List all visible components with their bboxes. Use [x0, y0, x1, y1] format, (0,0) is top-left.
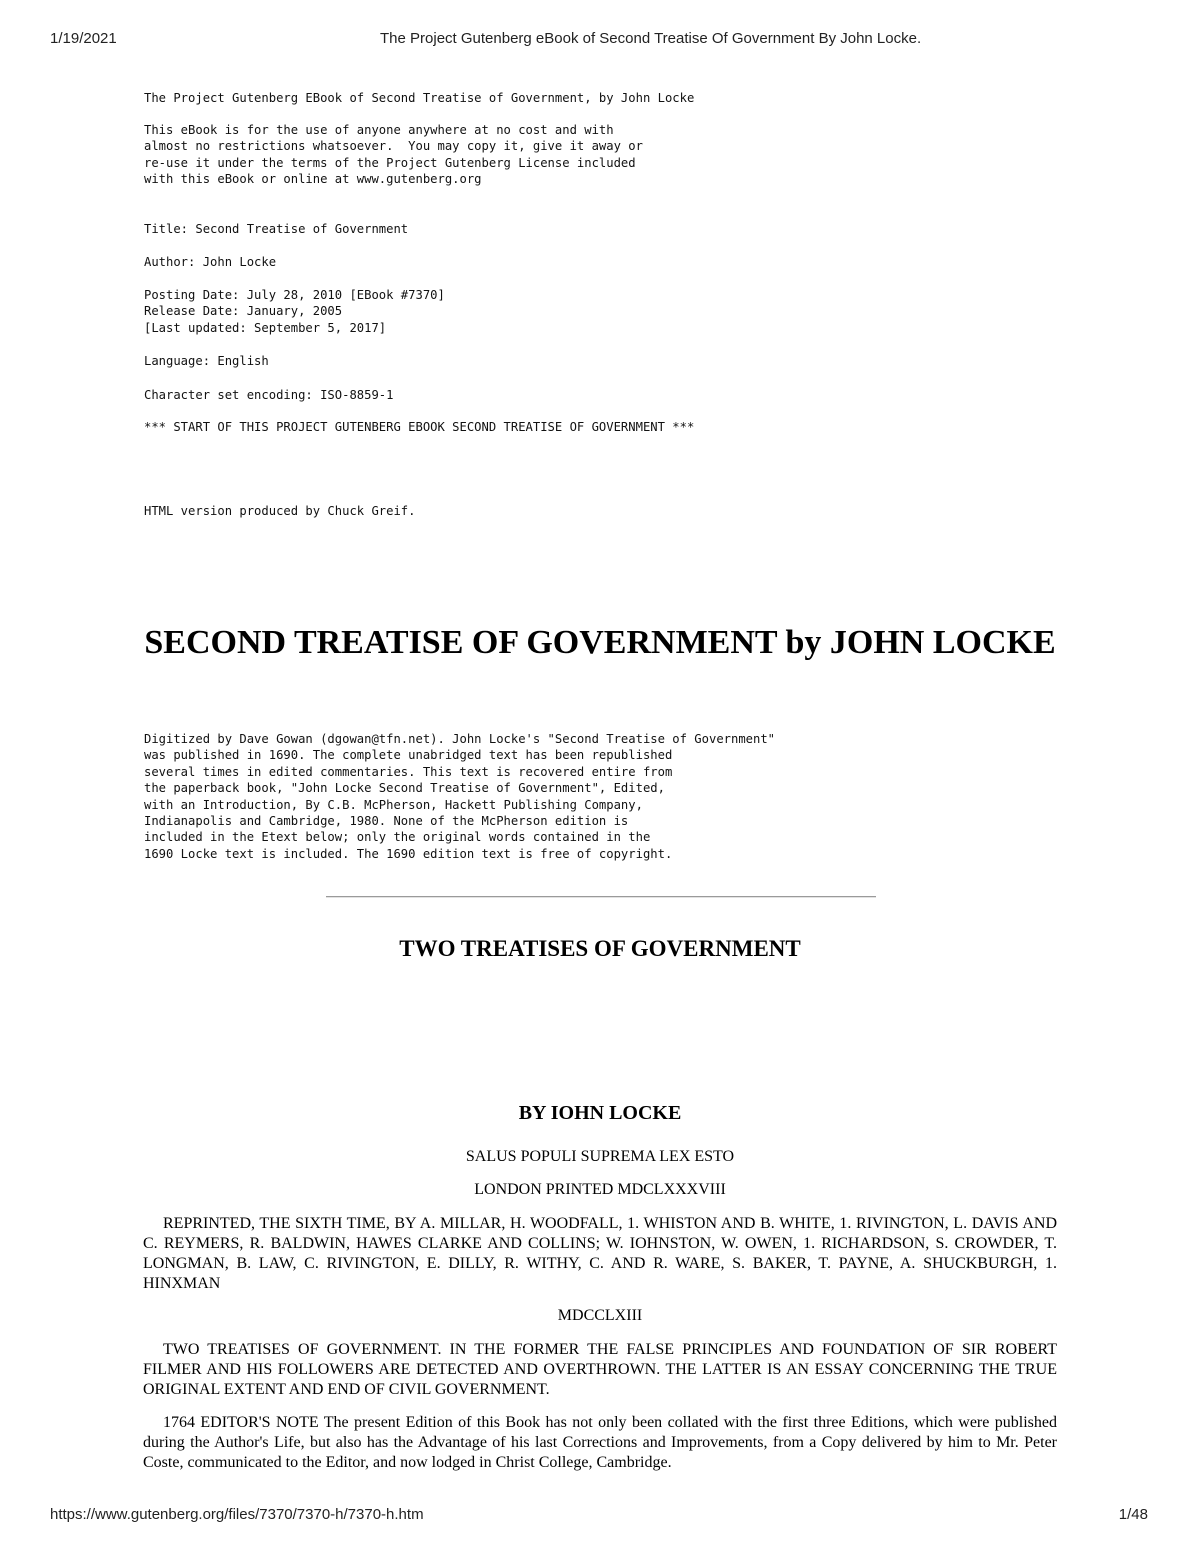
editors-note-paragraph: 1764 EDITOR'S NOTE The present Edition of this Book has not only been collated with the first three Editions, which were published during the Author's Life, but also has the Advantage of his last Corrections and Improvements, from a Copy delivered by him to Mr. Peter Coste, communicated to the Editor, and now lodged in Christ College, Cambridge. — [143, 1414, 1057, 1471]
section-heading: TWO TREATISES OF GOVERNMENT — [399, 936, 801, 961]
start-marker: *** START OF THIS PROJECT GUTENBERG EBOOK SECOND TREATISE OF GOVERNMENT *** — [144, 420, 695, 434]
description-paragraph: TWO TREATISES OF GOVERNMENT. IN THE FORMER THE FALSE PRINCIPLES AND FOUNDATION OF SIR ROBERT FILMER AND HIS FOLLOWERS ARE DETECTED AND OVERTHROWN. THE LATTER IS AN ESSAY CONCERNING THE TRUE ORIGINAL EXTENT AND END OF CIVIL GOVERNMENT. — [143, 1341, 1057, 1398]
ebook-intro-line: The Project Gutenberg EBook of Second Treatise of Government, by John Locke — [144, 91, 695, 105]
page-title: SECOND TREATISE OF GOVERNMENT by JOHN LOCKE — [144, 624, 1056, 661]
print-page-title: The Project Gutenberg eBook of Second Treatise Of Government By John Locke. — [380, 30, 922, 47]
reprinted-paragraph: REPRINTED, THE SIXTH TIME, BY A. MILLAR, H. WOODFALL, 1. WHISTON AND B. WHITE, 1. RIVINGTON, L. DAVIS AND C. REYMERS, R. BALDWIN, HAWES CLARKE AND COLLINS; W. IOHNSTON, W. OWEN, 1. RICHARDSON, S. CROWDER, T. LONGMAN, B. LAW, C. RIVINGTON, E. DILLY, R. WITHY, C. AND R. WARE, S. BAKER, T. PAYNE, A. SHUCKBURGH, 1. HINXMAN — [143, 1215, 1057, 1292]
license-text: This eBook is for the use of anyone anywhere at no cost and with almost no restrictions whatsoever. You may copy it, give it away or re-use it under the terms of the Project Gutenberg License included with this eBook or online at www.gutenberg.org — [144, 123, 643, 187]
digitized-note: Digitized by Dave Gowan (dgowan@tfn.net). John Locke's "Second Treatise of Government" was published in 1690. The complete unabridged text has been republished several times in edited commentaries. This text is recovered entire from the paperback book, "John Locke Second Treatise of Government", Edited, with an Introduction, By C.B. McPherson, Hackett Publishing Company, Indianapolis and Cambridge, 1980. None of the McPherson edition is included in the Etext below; only the original words contained in the 1690 Locke text is included. The 1690 edition text is free of copyright. — [144, 732, 776, 861]
language-line: Language: English — [144, 354, 269, 368]
byline-heading: BY IOHN LOCKE — [518, 1102, 682, 1124]
year-line: MDCCLXIII — [557, 1307, 643, 1324]
author-line: Author: John Locke — [144, 255, 277, 269]
title-line: Title: Second Treatise of Government — [144, 222, 409, 236]
motto: SALUS POPULI SUPREMA LEX ESTO — [465, 1148, 735, 1165]
print-url: https://www.gutenberg.org/files/7370/7370-h/7370-h.htm — [50, 1506, 424, 1523]
print-date: 1/19/2021 — [50, 30, 117, 47]
dates-block: Posting Date: July 28, 2010 [EBook #7370] Release Date: January, 2005 [Last updated: September 5, 2017] — [144, 288, 445, 335]
page-number: 1/48 — [1118, 1506, 1148, 1523]
horizontal-rule — [326, 896, 876, 898]
printed-line: LONDON PRINTED MDCLXXXVIII — [474, 1181, 726, 1198]
encoding-line: Character set encoding: ISO-8859-1 — [144, 388, 394, 402]
html-credit: HTML version produced by Chuck Greif. — [144, 504, 416, 518]
